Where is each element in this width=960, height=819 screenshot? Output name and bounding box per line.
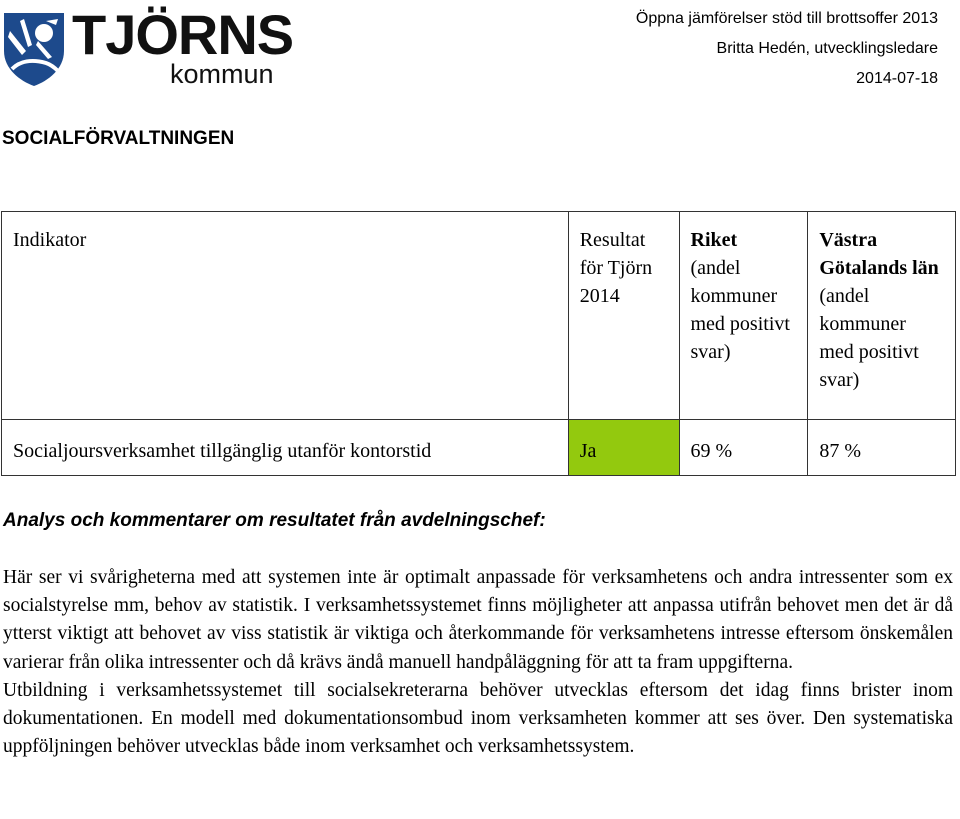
cell-indicator: Socialjoursverksamhet tillgänglig utanför kontorstid [2,420,569,476]
table-row [2,420,956,476]
indicator-table [1,211,956,476]
analysis-body [3,564,953,761]
municipality-logo [2,3,294,89]
document-header-info [636,4,938,94]
header-riket-rest: (andel kommuner med positivt svar) [690,257,790,363]
analysis-sentence-1: Här ser vi svårigheterna med att systemen inte är optimalt anpassade för verksamhetens och andra intressenter som ex socialstyrelse mm, behov av statistik. [3,567,953,617]
tjorn-coat-of-arms-icon [2,11,66,87]
brand-sub: kommun [170,59,274,89]
cell-vgl: 87 % [808,420,956,476]
cell-result: Ja [568,420,679,476]
analysis-sentence-2: I verksamhetssystemet finns möjligheter att anpassa utifrån behovet men det är då ytterst viktigt att behovet av viss statistik är viktiga och återkommande för verksamhetens intresse eftersom önskemålen varierar från olika intressenter och då krävs ändå manuell handpåläggning för att ta fram uppgifterna. [3,595,953,673]
department-title: SOCIALFÖRVALTNINGEN [2,128,235,149]
analysis-heading: Analys och kommentarer om resultatet från avdelningschef: [3,510,546,531]
table-header-row [2,212,956,420]
header-result: Resultat för Tjörn 2014 [568,212,679,420]
header-riket-bold: Riket [690,229,738,251]
report-title: Öppna jämförelser stöd till brottsoffer 2013 [635,10,938,27]
header-vgl-rest: (andel kommuner med positivt svar) [819,285,919,391]
cell-riket: 69 % [679,420,808,476]
header-vgl [808,212,956,420]
document-date: 2014-07-18 [856,70,938,87]
author: Britta Hedén, utvecklingsledare [716,40,938,57]
brand-name: TJÖRNS [72,3,294,66]
header-indicator: Indikator [2,212,569,420]
analysis-paragraph-2: Utbildning i verksamhetssystemet till socialsekreterarna behöver utvecklas eftersom det idag finns brister inom dokumentationen. En modell med dokumentationsombud inom verksamheten kommer att ses över. Den systematiska uppföljningen behöver utvecklas både inom verksamhet och verksamhetssystem. [3,679,953,758]
header-vgl-bold: Västra Götalands län [819,229,939,279]
header-riket [679,212,808,420]
analysis-paragraph [3,564,953,677]
